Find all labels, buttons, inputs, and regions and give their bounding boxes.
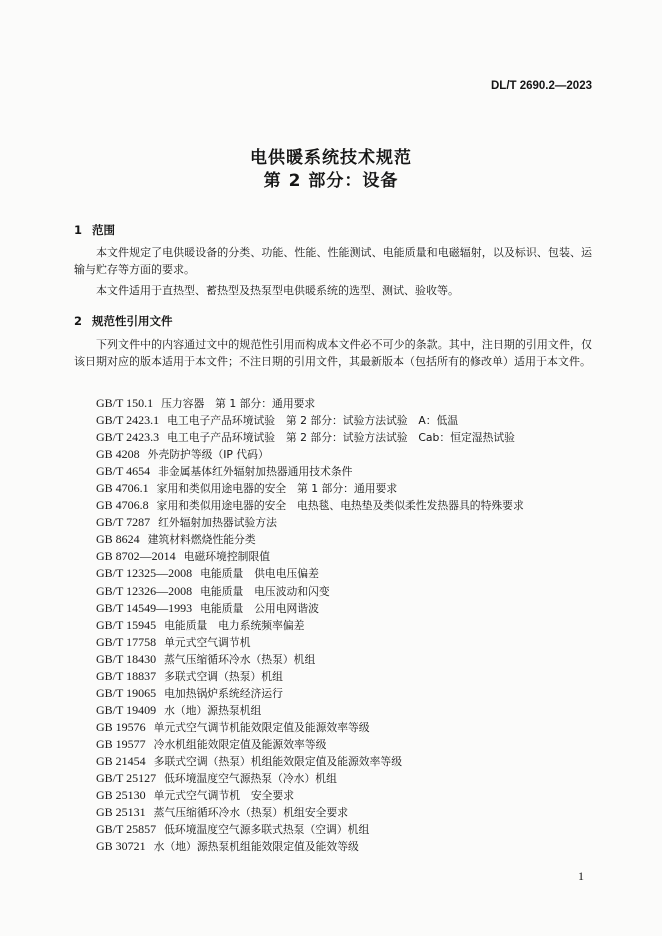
reference-title: 外壳防护等级（IP 代码）: [147, 448, 269, 462]
reference-title: 低环境温度空气源多联式热泵（空调）机组: [164, 823, 370, 837]
reference-code: GB/T 150.1: [96, 396, 154, 410]
reference-code: GB 8702—2014: [96, 549, 176, 564]
reference-code: GB 30721: [96, 839, 146, 854]
section-number: 2: [74, 314, 83, 328]
reference-title: 多联式空调（热泵）机组: [164, 669, 283, 683]
section-title: 规范性引用文件: [92, 314, 173, 328]
reference-item: [96, 497, 596, 514]
reference-title: 压力容器 第 1 部分：通用要求: [161, 397, 316, 410]
reference-code: GB 19577: [96, 736, 146, 751]
reference-code: GB/T 15945: [96, 617, 157, 632]
reference-item: [96, 600, 596, 617]
reference-item: [96, 821, 596, 838]
reference-title: 单元式空气调节机 安全要求: [153, 789, 295, 803]
reference-title: 电能质量 公用电网谐波: [200, 601, 319, 615]
reference-code: GB/T 2423.1: [96, 413, 160, 428]
reference-list: [96, 395, 596, 855]
reference-item: [96, 429, 596, 446]
reference-code: GB/T 25857: [96, 822, 157, 837]
section-1-heading: [74, 222, 115, 238]
reference-code: GB/T 18430: [96, 651, 157, 666]
reference-title: 建筑材料燃烧性能分类: [147, 533, 256, 547]
reference-code: GB/T 25127: [96, 771, 157, 786]
reference-item: [96, 583, 596, 600]
reference-title: 电能质量 电压波动和闪变: [200, 584, 330, 598]
section-2-heading: [74, 313, 173, 329]
reference-title: 家用和类似用途电器的安全 第 1 部分：通用要求: [156, 482, 398, 496]
reference-item: [96, 719, 596, 736]
reference-title: 电工电子产品环境试验 第 2 部分：试验方法试验 A：低温: [167, 414, 459, 428]
reference-code: GB/T 19409: [96, 702, 157, 717]
reference-item: [96, 753, 596, 770]
reference-title: 红外辐射加热器试验方法: [158, 516, 277, 530]
reference-item: [96, 668, 596, 685]
reference-item: [96, 617, 596, 634]
reference-item: [96, 446, 596, 463]
reference-code: GB 8624: [96, 532, 140, 547]
reference-item: [96, 838, 596, 855]
reference-item: [96, 770, 596, 787]
reference-code: GB 4208: [96, 447, 140, 462]
document-subtitle: 第 2 部分：设备: [263, 171, 399, 191]
section-number: 1: [74, 223, 83, 237]
page-number: 1: [578, 869, 584, 883]
reference-title: 电能质量 电力系统频率偏差: [164, 618, 305, 632]
reference-item: [96, 480, 596, 497]
reference-title: 非金属基体红外辐射加热器通用技术条件: [158, 465, 353, 479]
reference-title: 多联式空调（热泵）机组能效限定值及能源效率等级: [153, 754, 402, 768]
reference-item: [96, 412, 596, 429]
reference-code: GB 4706.1: [96, 481, 149, 496]
section-2-paragraph: 下列文件中的内容通过文中的规范性引用而构成本文件必不可少的条款。其中，注日期的引用文件，仅该日期对应的版本适用于本文件；不注日期的引用文件，其最新版本（包括所有的修改单）适用于本文件。: [74, 338, 592, 368]
reference-item: [96, 531, 596, 548]
reference-code: GB 25131: [96, 805, 146, 820]
reference-code: GB 21454: [96, 753, 146, 768]
reference-item: [96, 702, 596, 719]
reference-title: 蒸气压缩循环冷水（热泵）机组安全要求: [153, 806, 349, 820]
reference-code: GB/T 14549—1993: [96, 600, 193, 615]
reference-code: GB/T 19065: [96, 685, 157, 700]
reference-code: GB/T 4654: [96, 464, 151, 479]
document-title: 电供暖系统技术规范: [250, 148, 412, 168]
reference-title: 家用和类似用途电器的安全 电热毯、电热垫及类似柔性发热器具的特殊要求: [156, 499, 524, 513]
reference-item: [96, 463, 596, 480]
section-1-paragraph: 本文件适用于直热型、蓄热型及热泵型电供暖系统的选型、测试、验收等。: [96, 284, 459, 297]
reference-code: GB/T 2423.3: [96, 430, 160, 445]
reference-title: 电工电子产品环境试验 第 2 部分：试验方法试验 Cab：恒定湿热试验: [167, 431, 515, 445]
reference-title: 电能质量 供电电压偏差: [200, 567, 319, 581]
reference-code: GB/T 12326—2008: [96, 583, 193, 598]
reference-code: GB 4706.8: [96, 498, 149, 513]
reference-code: GB/T 7287: [96, 515, 151, 530]
reference-title: 水（地）源热泵机组能效限定值及能效等级: [153, 840, 359, 854]
standard-number: DL/T 2690.2—2023: [490, 80, 592, 92]
reference-item: [96, 395, 596, 412]
reference-title: 电磁环境控制限值: [183, 550, 271, 564]
reference-item: [96, 736, 596, 753]
reference-item: [96, 804, 596, 821]
reference-code: GB 25130: [96, 788, 146, 803]
reference-item: [96, 565, 596, 582]
reference-title: 低环境温度空气源热泵（冷水）机组: [164, 772, 337, 786]
reference-code: GB/T 12325—2008: [96, 566, 193, 581]
reference-item: [96, 685, 596, 702]
section-1-paragraph: 本文件规定了电供暖设备的分类、功能、性能、性能测试、电能质量和电磁辐射，以及标识、包装、运输与贮存等方面的要求。: [74, 246, 592, 276]
reference-title: 单元式空气调节机: [164, 635, 251, 649]
reference-title: 电加热锅炉系统经济运行: [164, 686, 283, 700]
reference-item: [96, 651, 596, 668]
reference-title: 冷水机组能效限定值及能源效率等级: [153, 737, 327, 751]
reference-item: [96, 548, 596, 565]
reference-item: [96, 787, 596, 804]
reference-item: [96, 514, 596, 531]
reference-title: 单元式空气调节机能效限定值及能源效率等级: [153, 720, 370, 734]
reference-code: GB 19576: [96, 719, 146, 734]
reference-code: GB/T 17758: [96, 634, 157, 649]
section-title: 范围: [92, 223, 115, 237]
reference-code: GB/T 18837: [96, 668, 157, 683]
reference-title: 蒸气压缩循环冷水（热泵）机组: [164, 652, 316, 666]
reference-item: [96, 634, 596, 651]
reference-title: 水（地）源热泵机组: [164, 703, 262, 717]
